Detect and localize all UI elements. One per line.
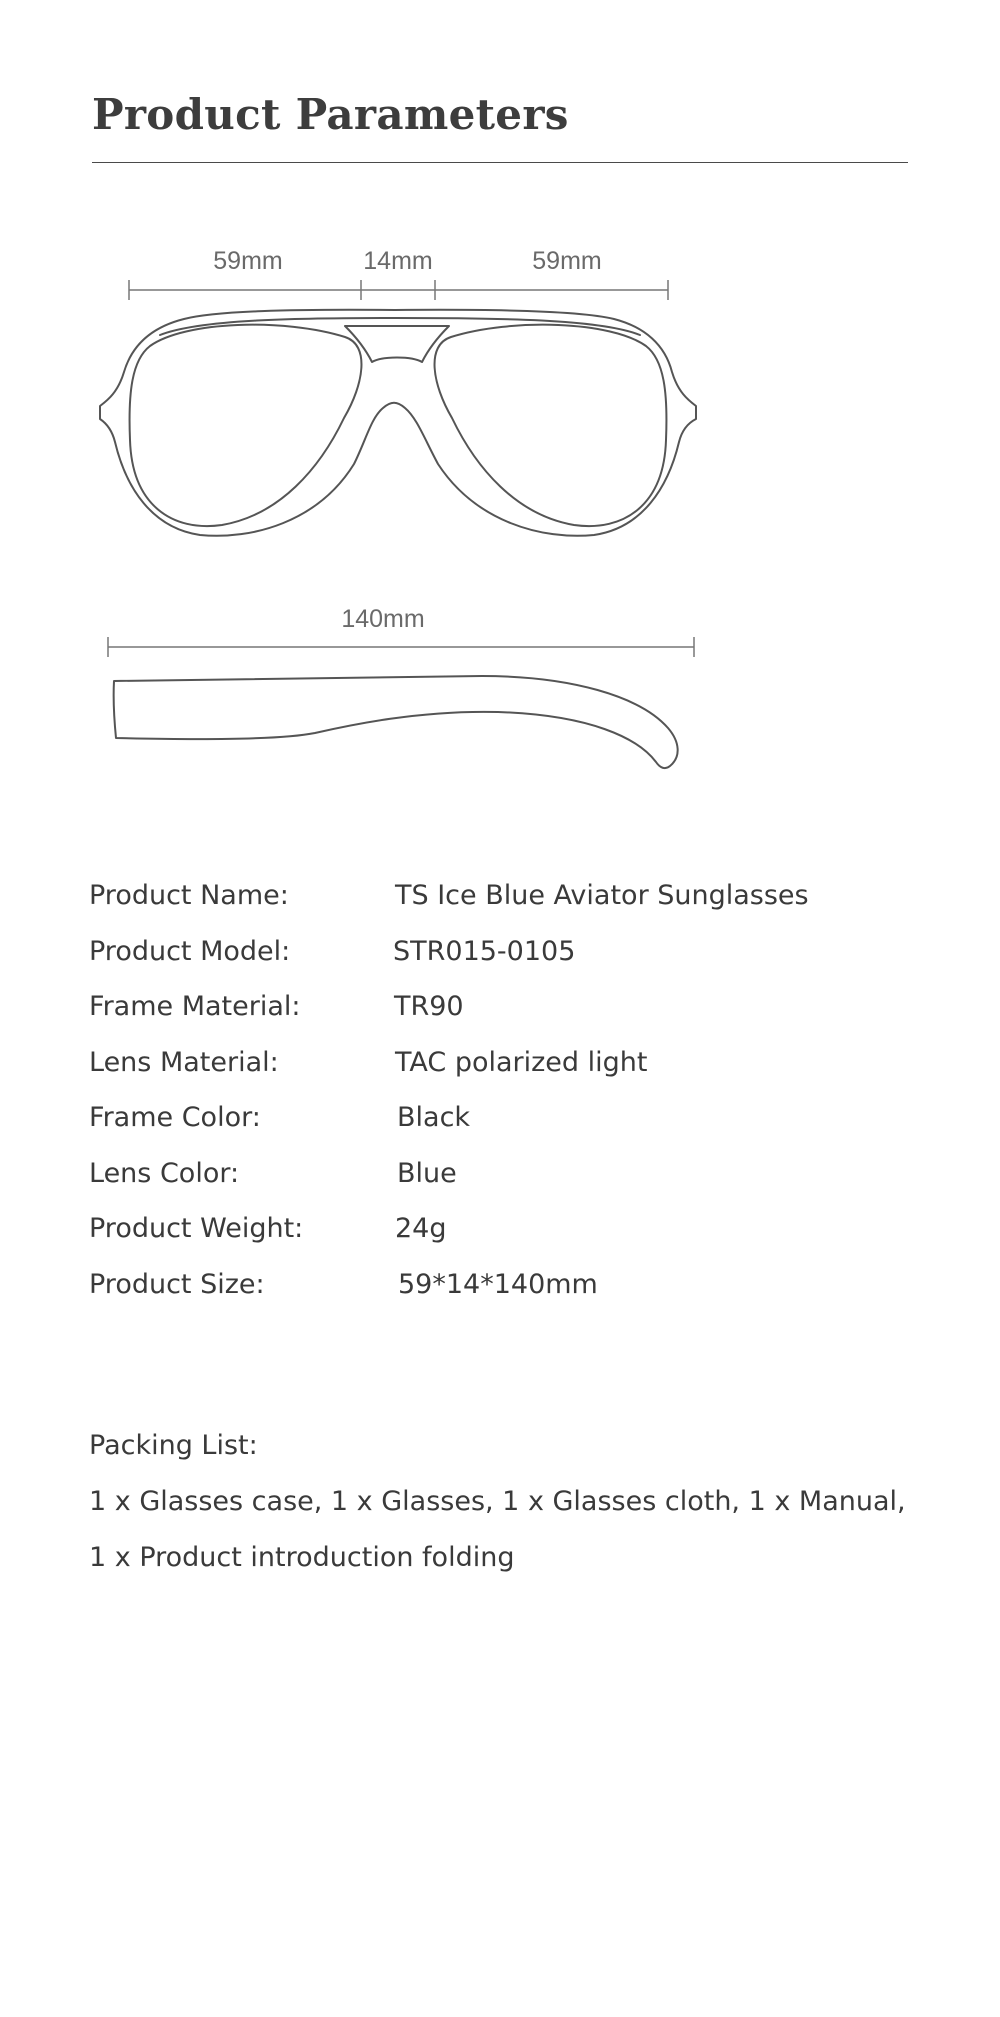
spec-row-product-name — [89, 868, 889, 924]
spec-label: Product Size: — [89, 1268, 265, 1300]
spec-row-product-model — [89, 924, 889, 980]
sunglasses-diagram — [0, 0, 1000, 800]
spec-value: 59*14*140mm — [398, 1268, 598, 1300]
temple-length-label: 140mm — [341, 605, 425, 633]
packing-list-heading: Packing List: — [89, 1430, 258, 1461]
temple-arm-outline — [114, 676, 678, 768]
spec-label: Frame Material: — [89, 991, 301, 1022]
front-dimension-line — [129, 280, 668, 300]
spec-row-frame-color — [89, 1090, 889, 1146]
spec-label: Lens Color: — [89, 1157, 240, 1189]
spec-value: TR90 — [394, 991, 464, 1022]
sunglasses-front-icon — [100, 310, 696, 536]
spec-label: Frame Color: — [89, 1102, 261, 1133]
packing-list — [89, 1418, 949, 1586]
spec-value: STR015-0105 — [393, 935, 576, 967]
page-title: Product Parameters — [92, 90, 569, 139]
spec-label: Lens Material: — [89, 1046, 279, 1078]
packing-list-line: 1 x Glasses case, 1 x Glasses, 1 x Glasses cloth, 1 x Manual, — [89, 1486, 906, 1517]
sunglasses-temple-icon — [114, 676, 678, 768]
spec-label: Product Name: — [89, 880, 289, 911]
spec-value: Black — [397, 1102, 471, 1133]
spec-row-lens-material — [89, 1035, 889, 1091]
spec-row-product-weight — [89, 1201, 889, 1257]
spec-list — [89, 868, 889, 1312]
spec-value: Blue — [397, 1157, 457, 1189]
spec-value: TS Ice Blue Aviator Sunglasses — [395, 880, 809, 911]
temple-dimension-line — [108, 637, 694, 657]
spec-row-frame-material — [89, 979, 889, 1035]
lens-width-right-label: 59mm — [532, 247, 602, 275]
spec-value: 24g — [395, 1213, 447, 1244]
spec-label: Product Weight: — [89, 1213, 304, 1244]
frame-outer-outline — [100, 310, 696, 536]
spec-row-product-size — [89, 1257, 889, 1313]
packing-list-line: 1 x Product introduction folding — [89, 1542, 515, 1573]
bridge-width-label: 14mm — [363, 247, 433, 275]
spec-value: TAC polarized light — [395, 1046, 648, 1078]
lens-width-label: 59mm — [213, 247, 283, 275]
spec-row-lens-color — [89, 1146, 889, 1202]
spec-label: Product Model: — [89, 935, 291, 967]
right-lens-outline — [435, 325, 667, 526]
